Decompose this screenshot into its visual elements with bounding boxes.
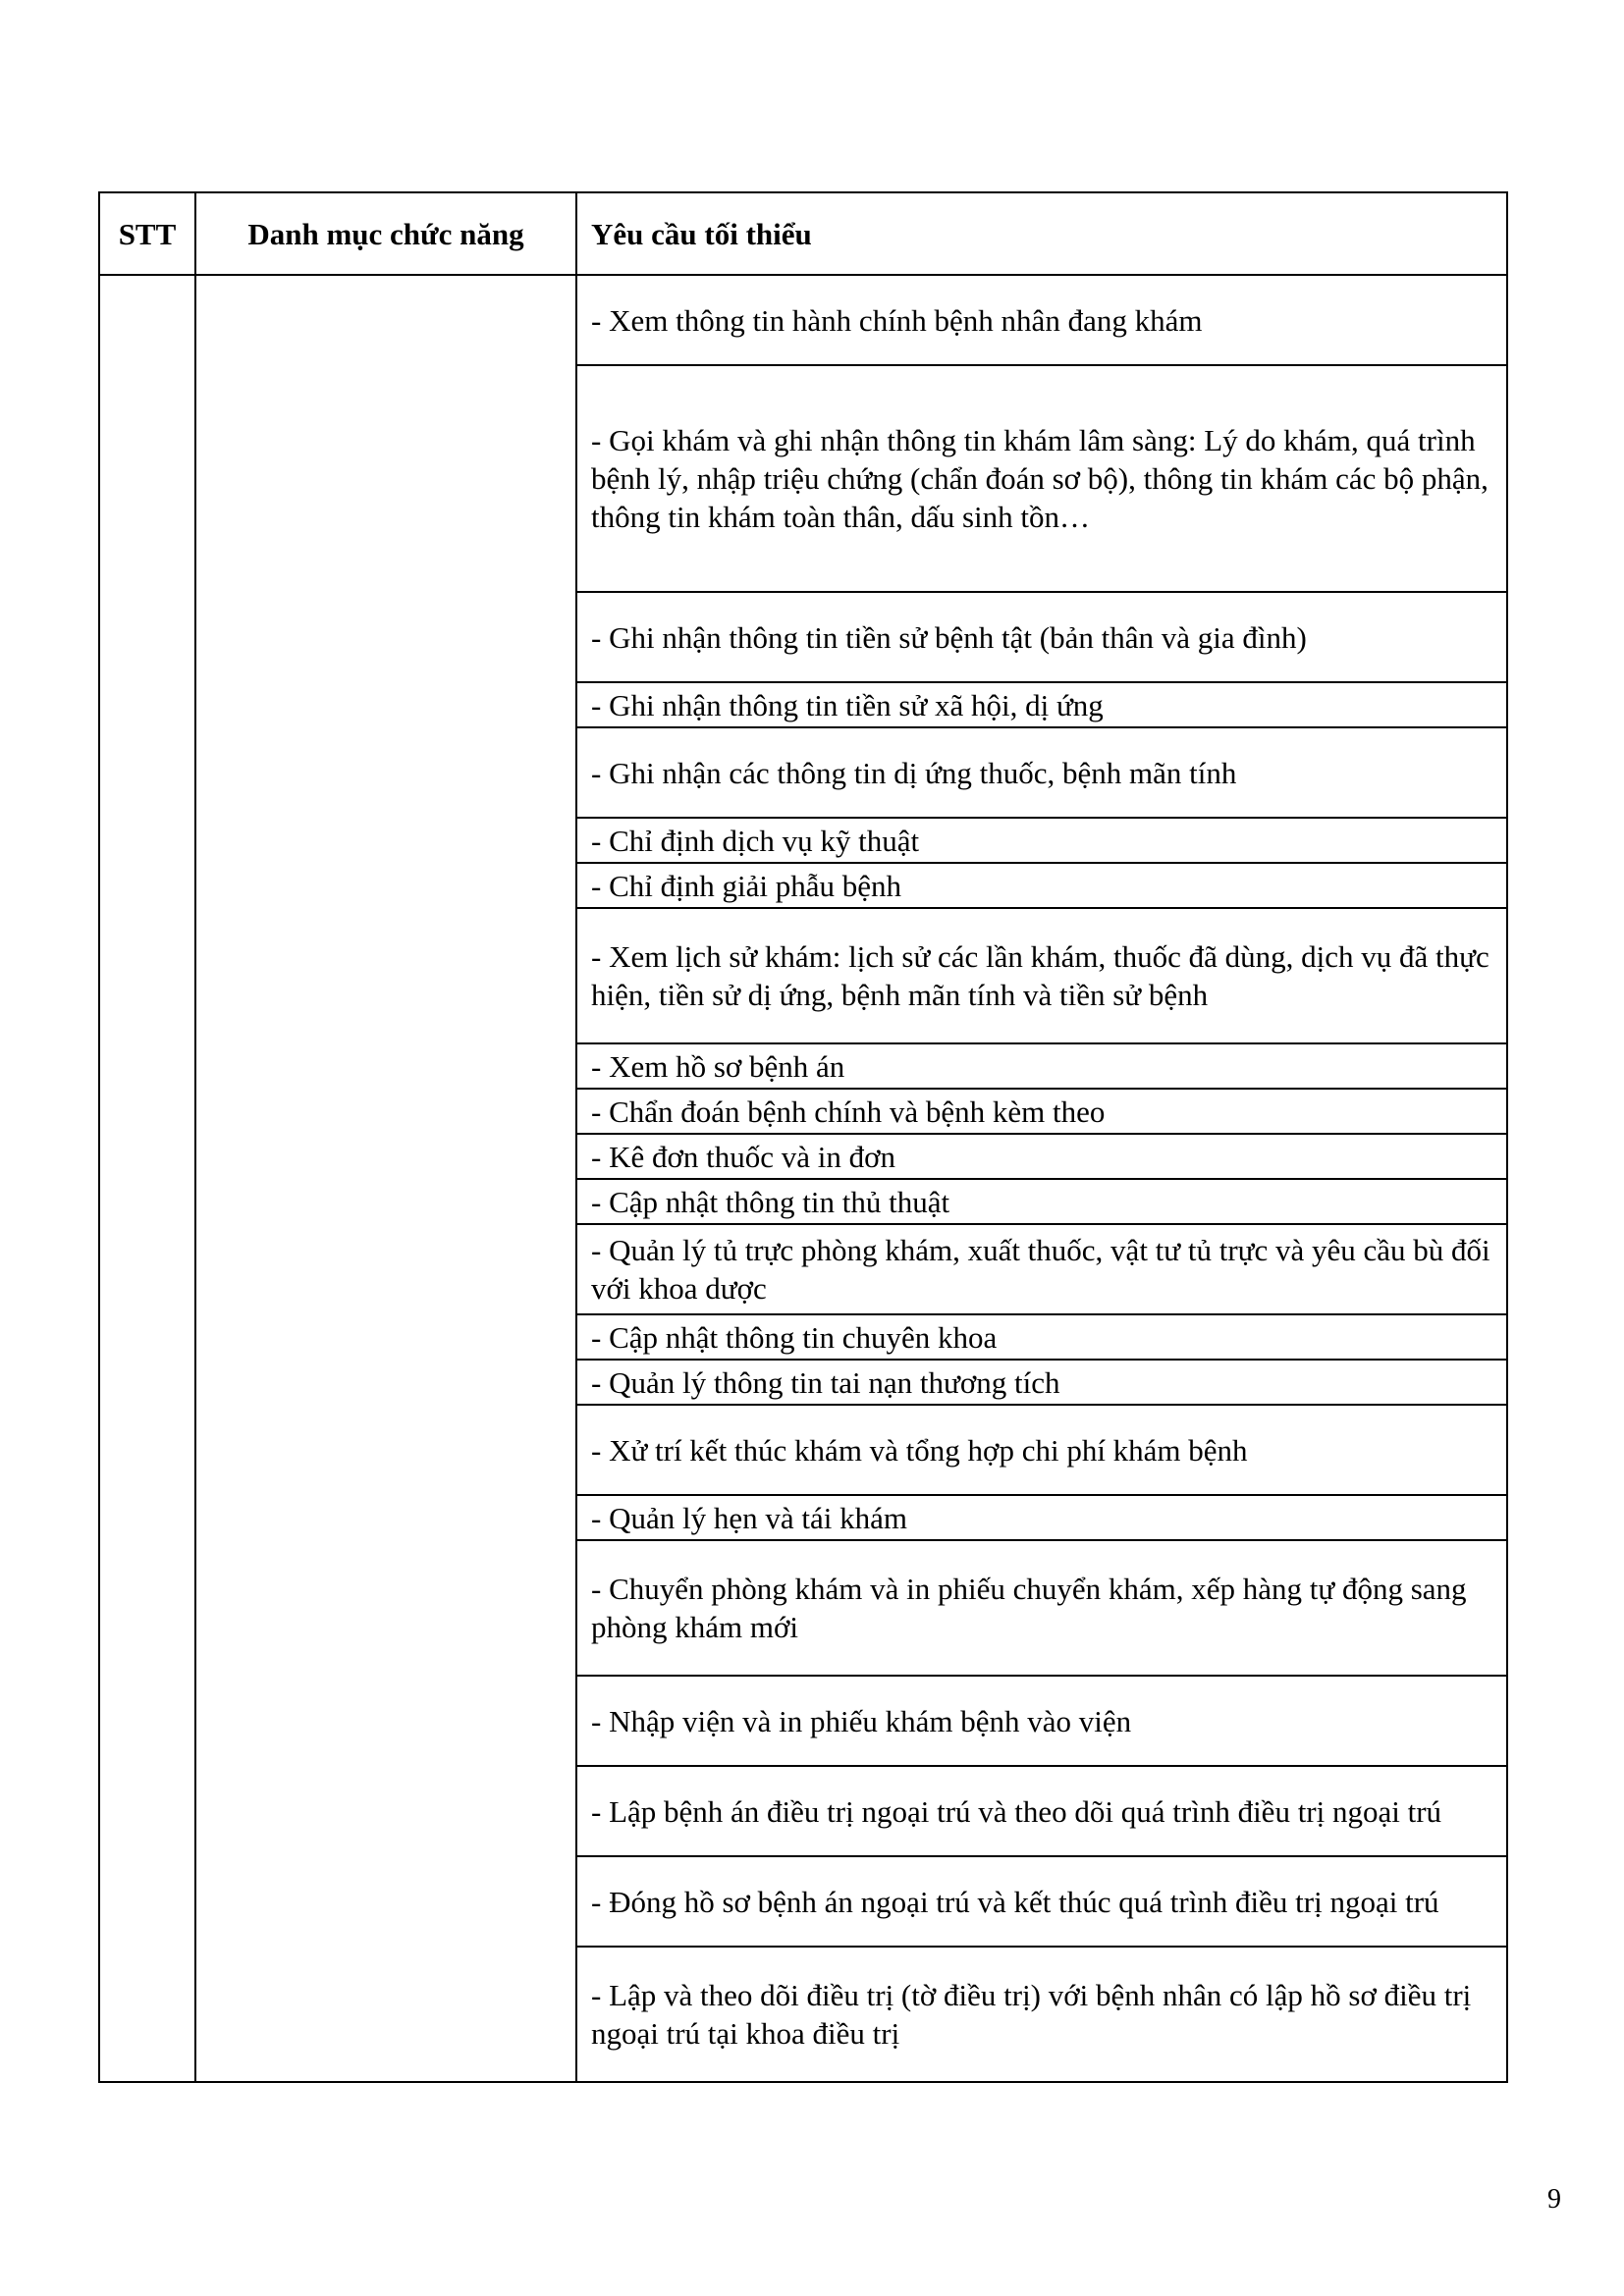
requirement-cell: - Lập bệnh án điều trị ngoại trú và theo dõi quá trình điều trị ngoại trú — [576, 1766, 1507, 1856]
header-stt: STT — [99, 192, 195, 275]
requirements-table — [98, 191, 1508, 2083]
header-category: Danh mục chức năng — [195, 192, 576, 275]
requirement-cell: - Chỉ định dịch vụ kỹ thuật — [576, 818, 1507, 863]
requirement-cell: - Quản lý tủ trực phòng khám, xuất thuốc, vật tư tủ trực và yêu cầu bù đối với khoa dược — [576, 1224, 1507, 1314]
requirement-cell: - Chuyển phòng khám và in phiếu chuyển khám, xếp hàng tự động sang phòng khám mới — [576, 1540, 1507, 1676]
category-cell — [195, 275, 576, 2082]
requirement-cell: - Nhập viện và in phiếu khám bệnh vào viện — [576, 1676, 1507, 1766]
requirement-cell: - Xem lịch sử khám: lịch sử các lần khám, thuốc đã dùng, dịch vụ đã thực hiện, tiền sử dị ứng, bệnh mãn tính và tiền sử bệnh — [576, 908, 1507, 1043]
requirement-cell: - Đóng hồ sơ bệnh án ngoại trú và kết thúc quá trình điều trị ngoại trú — [576, 1856, 1507, 1947]
requirement-cell: - Ghi nhận thông tin tiền sử bệnh tật (bản thân và gia đình) — [576, 592, 1507, 682]
requirement-cell: - Cập nhật thông tin thủ thuật — [576, 1179, 1507, 1224]
requirement-cell: - Ghi nhận thông tin tiền sử xã hội, dị ứng — [576, 682, 1507, 727]
table-row — [99, 275, 1507, 365]
table-header-row — [99, 192, 1507, 275]
requirement-cell: - Xem hồ sơ bệnh án — [576, 1043, 1507, 1089]
requirement-cell: - Chẩn đoán bệnh chính và bệnh kèm theo — [576, 1089, 1507, 1134]
requirement-cell: - Ghi nhận các thông tin dị ứng thuốc, bệnh mãn tính — [576, 727, 1507, 818]
stt-cell — [99, 275, 195, 2082]
requirement-cell: - Chỉ định giải phẫu bệnh — [576, 863, 1507, 908]
header-requirement: Yêu cầu tối thiểu — [576, 192, 1507, 275]
requirement-cell: - Quản lý thông tin tai nạn thương tích — [576, 1360, 1507, 1405]
requirement-cell: - Cập nhật thông tin chuyên khoa — [576, 1314, 1507, 1360]
requirement-cell: - Lập và theo dõi điều trị (tờ điều trị) với bệnh nhân có lập hồ sơ điều trị ngoại trú tại khoa điều trị — [576, 1947, 1507, 2082]
requirement-cell: - Xử trí kết thúc khám và tổng hợp chi phí khám bệnh — [576, 1405, 1507, 1495]
page-number: 9 — [1547, 2184, 1561, 2215]
requirement-cell: - Kê đơn thuốc và in đơn — [576, 1134, 1507, 1179]
requirement-cell: - Xem thông tin hành chính bệnh nhân đang khám — [576, 275, 1507, 365]
requirement-cell: - Gọi khám và ghi nhận thông tin khám lâm sàng: Lý do khám, quá trình bệnh lý, nhập triệu chứng (chẩn đoán sơ bộ), thông tin khám các bộ phận, thông tin khám toàn thân, dấu sinh tồn… — [576, 365, 1507, 592]
requirement-cell: - Quản lý hẹn và tái khám — [576, 1495, 1507, 1540]
